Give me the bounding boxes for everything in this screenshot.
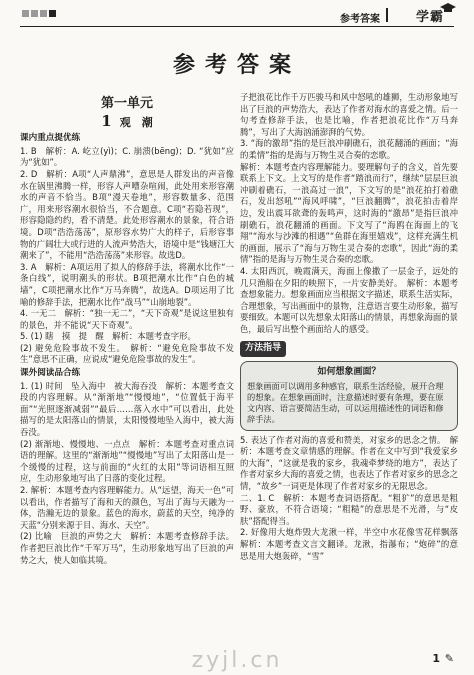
page-number: 1: [432, 652, 440, 665]
lesson-heading: [20, 111, 234, 130]
answer-paragraph: 4. 一无二 解析：“独一无二”，“天下奇观”是说这里独有的景色，并不能说“天下奇观”。: [20, 308, 234, 330]
answer-paragraph: (2) 避免危险事故不发生。 解析：“避免危险事故不发生”意思不正确，应说成“避免危险事故的发生”。: [20, 342, 234, 365]
tip-title: 如何想象画面？: [317, 367, 381, 378]
section-heading: 课外阅读品合练: [20, 368, 81, 379]
header-section-label: 参考答案: [340, 14, 380, 25]
answer-paragraph: 解析：本题考查内容理解能力。要理解句子的含义，首先要联系上下文。上文写的是作者“踏浪而行”，继续“层层巨浪冲刷着礁石，一浪高过一浪”，下文写的是“浪花拍打着礁石，发出怒吼”“海风呼啸”，“巨浪翻腾”，浪花拍击着岸边，发出震耳欲聋的轰鸣声，这时海的“激昂”是指巨浪冲刷礁石，浪花翻涌的画面。下文写了“海鸥在海面上的飞翔”“海水与沙滩的相遇”“鱼群在海里嬉戏”，这样充满生机的画面，展示了“海与万物生灵合奏的恋歌”，因此“海的柔情”指的是海与万物生灵合奏的恋歌。: [240, 161, 458, 265]
graduation-cap-icon: [440, 2, 456, 14]
method-tip: [240, 341, 458, 430]
answer-paragraph: (2) 渐渐地、慢慢地、一点点 解析：本题考查对重点词语的理解。这里的“渐渐地”“慢慢地”写出了太阳落山是一个缓慢的过程，这与前面的“火红的太阳”等词语相互照应，生动形象地写出了日落的变化过程。: [20, 438, 234, 484]
page-header: [0, 0, 474, 28]
answer-paragraph: (2) 比喻 巨浪的声势之大 解析：本题考查修辞手法。作者把巨浪比作“千军万马”，生动形象地写出了巨浪的声势之大，使人如临其境。: [20, 531, 234, 565]
right-column-body: [240, 92, 467, 562]
answer-paragraph: 2. D 解析：A项“人声鼎沸”，意思是人群发出的声音像水在锅里沸腾一样，形容人声嘈杂喧闹，此处用来形容潮水的声音不恰当。B项“漫天卷地”，形容数量多、范围广，用来形容潮水很恰当，不合题意。C项“若隐若现”，形容隐隐约约，看不清楚。此处形容潮水的景象，符合语境。D项“浩浩荡荡”，原形容水势广大的样子，后形容事物的广阔壮大或行进的人流声势浩大，语境中是“钱塘江大潮来了”，不能用“浩浩荡荡”来形容。故选D。: [20, 168, 234, 261]
tip-box: [240, 361, 458, 431]
lesson-name: 观 潮: [119, 115, 153, 129]
answer-paragraph: 5. 表达了作者对海的喜爱和赞美，对家乡的思念之情。 解析：本题考查文章情感的理解。作者在文中写到“我爱家乡的大海”，“这就是我的家乡，我魂牵梦绕的地方”，表达了作者对家乡大海的喜爱之情，也表达了作者对家乡的思念之情，“故乡”一词更是体现了作者对家乡的无限思念。: [240, 434, 458, 492]
page-title: 参考答案: [172, 52, 301, 78]
header-decoration: [22, 10, 56, 17]
tip-tag: 方法指导: [240, 341, 286, 357]
answer-paragraph: 3. “海的激昂”指的是巨浪冲刷礁石，浪花翻涌的画面；“海的柔情”指的是海与万物生灵合奏的恋歌。: [240, 138, 458, 160]
answer-paragraph: 2. 解析：本题考查内容理解能力。从“远望，海天一色”可以看出，作者描写了海和天的颜色，写出了海与天融为一体，浩瀚无边的景象。蓝色的海水，蔚蓝的天空，纯净的天蓝“分别来源于目、海水、天空”。: [20, 485, 234, 530]
left-column-body: [20, 133, 234, 566]
section-heading: 课内重点提优练: [20, 133, 81, 144]
header-separator: [386, 8, 388, 22]
watermark: zyjl.cn: [191, 648, 283, 673]
unit-title: 第一单元: [100, 96, 153, 111]
pen-icon: ✎: [444, 652, 454, 665]
answer-paragraph: 子把浪花比作千万匹骏马和风中怒吼的雄狮，生动形象地写出了巨浪的声势浩大，表达了作者对海水的喜爱之情。后一句考查修辞手法，也是比喻，作者把浪花比作“万马奔腾”，写出了大海汹涌澎湃的气势。: [240, 92, 458, 137]
answer-paragraph: 二、1. C 解析：本题考查词语搭配。“粗犷”的意思是粗野、豪放，不符合语境；“粗糙”的意思是不光滑，与“皮肤”搭配得当。: [240, 492, 458, 526]
brand-logo-text: 学霸: [415, 10, 444, 25]
left-column: [20, 98, 234, 658]
answer-paragraph: 5. (1) 瞎 摸 提 醒 解析：本题考查字形。: [20, 331, 196, 342]
answer-paragraph: 4. 太阳西沉，晚霞满天，海面上像撒了一层金子，远处的几只渔船在夕阳的映照下，一片安静美好。 解析：本题考查想象能力。想象画面应当根据文字描述，联系生活实际，合理想象，写出画面中的景物，注意语言要生动形象，描写要细致。本题可以先想象太阳落山的情景，再想象海面的景色，最后写出整个画面给人的感受。: [240, 265, 458, 334]
right-column: [240, 92, 467, 662]
answer-paragraph: 3. A 解析：A项运用了拟人的修辞手法，将潮水比作“一条白线”，说明潮头的形状。B项把潮水比作“白色的城墙”，C项把潮水比作“万马奔腾”，故选A。D项运用了比喻的修辞手法，把潮水比作“战马”“山崩地裂”。: [20, 261, 234, 307]
answer-paragraph: 1. B 解析：A. 屹立(yì)；C. 崩溃(bēng)；D. “犹如”应为“犹如”。: [20, 145, 234, 168]
tip-body: 想象画面可以调用多种感官，联系生活经验，展开合理的想象。在想象画面时，注意描述时要有条理，要在原文内容、语言要简洁生动，可以运用描述性的词语和修辞手法。: [247, 380, 444, 424]
answer-paragraph: 1. (1) 时间 坠入海中 被大海吞没 解析：本题考查文段的内容理解。从“渐渐地”“慢慢地”，“位置低于海平面”“光照逐渐减弱”“最后……落入水中”可以看出，此处描写的是太阳落山的情景，太阳慢慢地坠入海中，被大海吞没。: [20, 380, 234, 438]
answer-paragraph: 2. 好像用大炮炸毁大龙湫一样，半空中水花像雪花样飘落 解析：本题考查文言文翻译。龙湫，指瀑布；“炮碎”的意思是用大炮轰碎，“雪”: [240, 527, 467, 561]
header-rule: [20, 26, 454, 27]
lesson-number: 1: [101, 111, 112, 130]
